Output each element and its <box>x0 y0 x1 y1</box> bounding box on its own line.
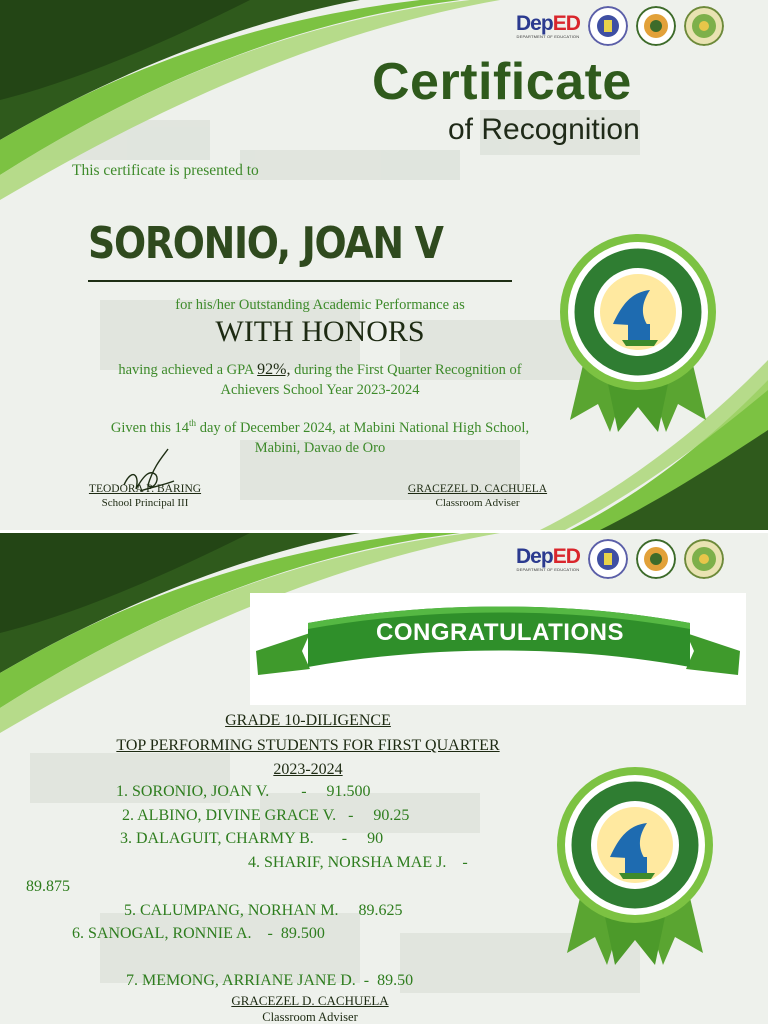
adviser-role: Classroom Adviser <box>435 497 520 509</box>
division-seal-icon <box>684 6 724 46</box>
rank-item: 4. SHARIF, NORSHA MAE J. - <box>248 854 468 871</box>
deped-logo-text-a: Dep <box>516 11 553 35</box>
grade-section-heading: GRADE 10-DILIGENCE <box>225 712 391 729</box>
deped-logo-caption: DEPARTMENT OF EDUCATION <box>516 33 580 39</box>
rank-item: 2. ALBINO, DIVINE GRACE V. - 90.25 <box>122 807 410 824</box>
rank-item: 6. SANOGAL, RONNIE A. - 89.500 <box>72 925 325 942</box>
certificate-title: Certificate <box>372 53 632 111</box>
rank-item: 7. MEMONG, ARRIANE JANE D. - 89.50 <box>126 972 414 989</box>
adviser-name: GRACEZEL D. CACHUELA <box>407 483 548 495</box>
school-seal-badge <box>558 232 718 447</box>
region-seal-icon <box>636 6 676 46</box>
region-seal-icon <box>636 539 676 579</box>
deped-logo-2 <box>516 544 580 572</box>
congratulations-banner <box>250 593 746 705</box>
ribbon-shape <box>250 593 746 705</box>
certificate-subtitle: of Recognition <box>448 113 640 146</box>
rank-item: 3. DALAGUIT, CHARMY B. - 90 <box>120 830 384 847</box>
rank-item: 5. CALUMPANG, NORHAN M. 89.625 <box>124 902 403 919</box>
school-year-text: Achievers School Year 2023-2024 <box>220 382 420 398</box>
school-seal-badge-2 <box>555 765 715 980</box>
adviser-role-2: Classroom Adviser <box>262 1010 358 1024</box>
logo-row-2 <box>516 539 724 579</box>
principal-role: School Principal III <box>101 497 189 509</box>
presented-text: This certificate is presented to <box>72 162 259 179</box>
principal-name: TEODORA P. BARING <box>88 483 202 495</box>
deped-logo <box>516 11 580 39</box>
top-performers-heading: TOP PERFORMING STUDENTS FOR FIRST QUARTER <box>116 737 500 754</box>
rank-item-continued: 89.875 <box>26 878 70 895</box>
given-prefix: Given this 14 <box>110 419 190 436</box>
school-year-heading: 2023-2024 <box>273 761 343 778</box>
given-location: Mabini, Davao de Oro <box>254 439 386 456</box>
gpa-value: 92%, <box>257 361 291 378</box>
gpa-text <box>60 360 580 400</box>
logo-row <box>516 6 724 46</box>
congratulations-text: CONGRATULATIONS <box>376 619 624 646</box>
gpa-suffix: during the First Quarter Recognition of <box>290 362 522 378</box>
deped-logo-text-a-2: Dep <box>516 544 553 568</box>
performance-text: for his/her Outstanding Academic Performance as <box>175 297 465 313</box>
deped-seal-icon <box>588 539 628 579</box>
name-underline <box>88 280 512 282</box>
recipient-name: SORONIO, JOAN V <box>88 218 443 269</box>
division-seal-icon <box>684 539 724 579</box>
deped-logo-text-b-2: ED <box>552 544 580 568</box>
rank-item: 1. SORONIO, JOAN V. - 91.500 <box>116 783 371 800</box>
congratulations-page <box>0 533 768 1024</box>
given-rest: day of December 2024, at Mabini National High School, <box>196 419 530 436</box>
deped-logo-text-b: ED <box>552 11 580 35</box>
given-suffix-sup: th <box>189 418 197 428</box>
deped-logo-caption-2: DEPARTMENT OF EDUCATION <box>516 566 580 572</box>
gpa-prefix: having achieved a GPA <box>118 362 258 378</box>
deped-seal-icon <box>588 6 628 46</box>
honors-title: WITH HONORS <box>215 315 425 348</box>
adviser-name-2: GRACEZEL D. CACHUELA <box>231 993 389 1008</box>
